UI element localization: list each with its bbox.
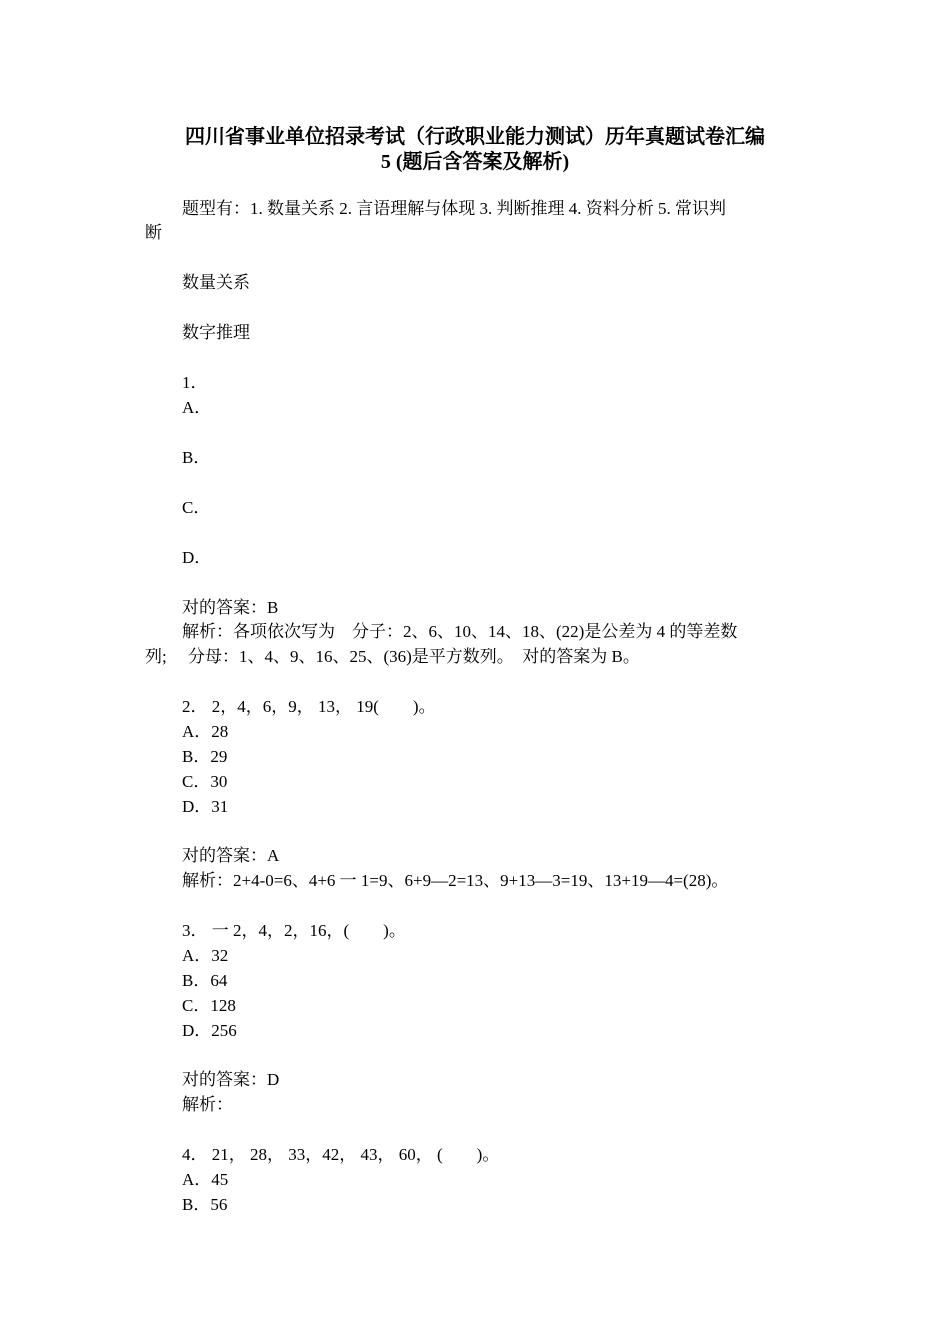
question-types-intro-continued: 断 xyxy=(145,223,162,242)
question-1-analysis-continued: 列; 分母：1、4、9、16、25、(36)是平方数列。 对的答案为 B。 xyxy=(145,647,640,666)
question-2-answer: 对的答案：A xyxy=(182,846,280,865)
question-1-option-b: B． xyxy=(182,448,211,467)
question-4-option-b: B．56 xyxy=(182,1195,228,1214)
question-3-option-d: D．256 xyxy=(182,1021,237,1040)
question-1-stem: 1． xyxy=(182,373,208,392)
question-2-option-a: A．28 xyxy=(182,722,229,741)
question-2-option-c: C．30 xyxy=(182,772,228,791)
question-3-answer: 对的答案：D xyxy=(182,1070,280,1089)
question-types-intro: 题型有：1. 数量关系 2. 言语理解与体现 3. 判断推理 4. 资料分析 5. 常识判 xyxy=(182,199,726,218)
question-1-option-d: D． xyxy=(182,548,212,567)
question-3-option-a: A．32 xyxy=(182,946,229,965)
question-2-option-b: B．29 xyxy=(182,747,228,766)
question-4-stem: 4． 21， 28， 33，42， 43， 60， ( )。 xyxy=(182,1145,500,1164)
subsection-heading: 数字推理 xyxy=(182,323,250,342)
question-1-option-c: C． xyxy=(182,498,211,517)
question-2-option-d: D．31 xyxy=(182,797,229,816)
question-3-stem: 3． 一 2，4，2，16，( )。 xyxy=(182,921,406,940)
document-title-line-1: 四川省事业单位招录考试（行政职业能力测试）历年真题试卷汇编 xyxy=(185,126,765,148)
question-4-option-a: A．45 xyxy=(182,1170,229,1189)
question-3-analysis: 解析： xyxy=(182,1095,233,1114)
question-1-analysis: 解析：各项依次写为 分子：2、6、10、14、18、(22)是公差为 4 的等差数 xyxy=(182,622,738,641)
section-heading: 数量关系 xyxy=(182,273,250,292)
question-3-option-b: B．64 xyxy=(182,971,228,990)
document-title-line-2: 5 (题后含答案及解析) xyxy=(380,151,570,173)
question-1-option-a: A． xyxy=(182,398,212,417)
question-3-option-c: C．128 xyxy=(182,996,236,1015)
question-1-answer: 对的答案：B xyxy=(182,598,279,617)
question-2-stem: 2． 2，4，6，9， 13， 19( )。 xyxy=(182,697,436,716)
question-2-analysis: 解析：2+4-0=6、4+6 一 1=9、6+9—2=13、9+13—3=19、13+19—4=(28)。 xyxy=(182,871,729,890)
